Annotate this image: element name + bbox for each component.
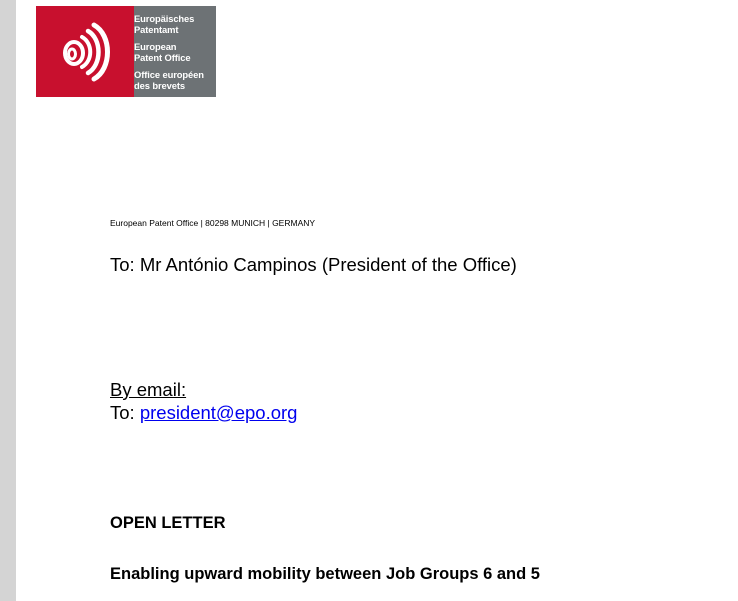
email-link[interactable]: president@epo.org xyxy=(139,402,298,423)
email-recipient-line xyxy=(110,402,297,424)
logo-line-en-2: Patent Office xyxy=(134,52,191,63)
open-letter-heading: OPEN LETTER xyxy=(110,514,226,532)
epo-logo xyxy=(36,6,216,97)
logo-line-en-1: European xyxy=(134,41,177,52)
viewer-gutter xyxy=(0,0,16,601)
by-email-label: By email: xyxy=(110,379,187,400)
logo-line-de-1: Europäisches xyxy=(134,13,195,24)
epo-wave-icon xyxy=(50,17,120,87)
epo-logo-mark xyxy=(36,6,134,97)
logo-line-fr-2: des brevets xyxy=(134,80,186,91)
letter-subject: Enabling upward mobility between Job Groups 6 and 5 xyxy=(110,565,540,583)
email-to-prefix: To: xyxy=(110,402,140,423)
logo-line-fr-1: Office européen xyxy=(134,69,204,80)
logo-line-de-2: Patentamt xyxy=(134,24,179,35)
document-page xyxy=(16,0,738,601)
sender-address: European Patent Office | 80298 MUNICH | GERMANY xyxy=(110,218,316,228)
epo-logo-text xyxy=(134,6,216,97)
recipient-line: To: Mr António Campinos (President of the Office) xyxy=(110,254,517,275)
